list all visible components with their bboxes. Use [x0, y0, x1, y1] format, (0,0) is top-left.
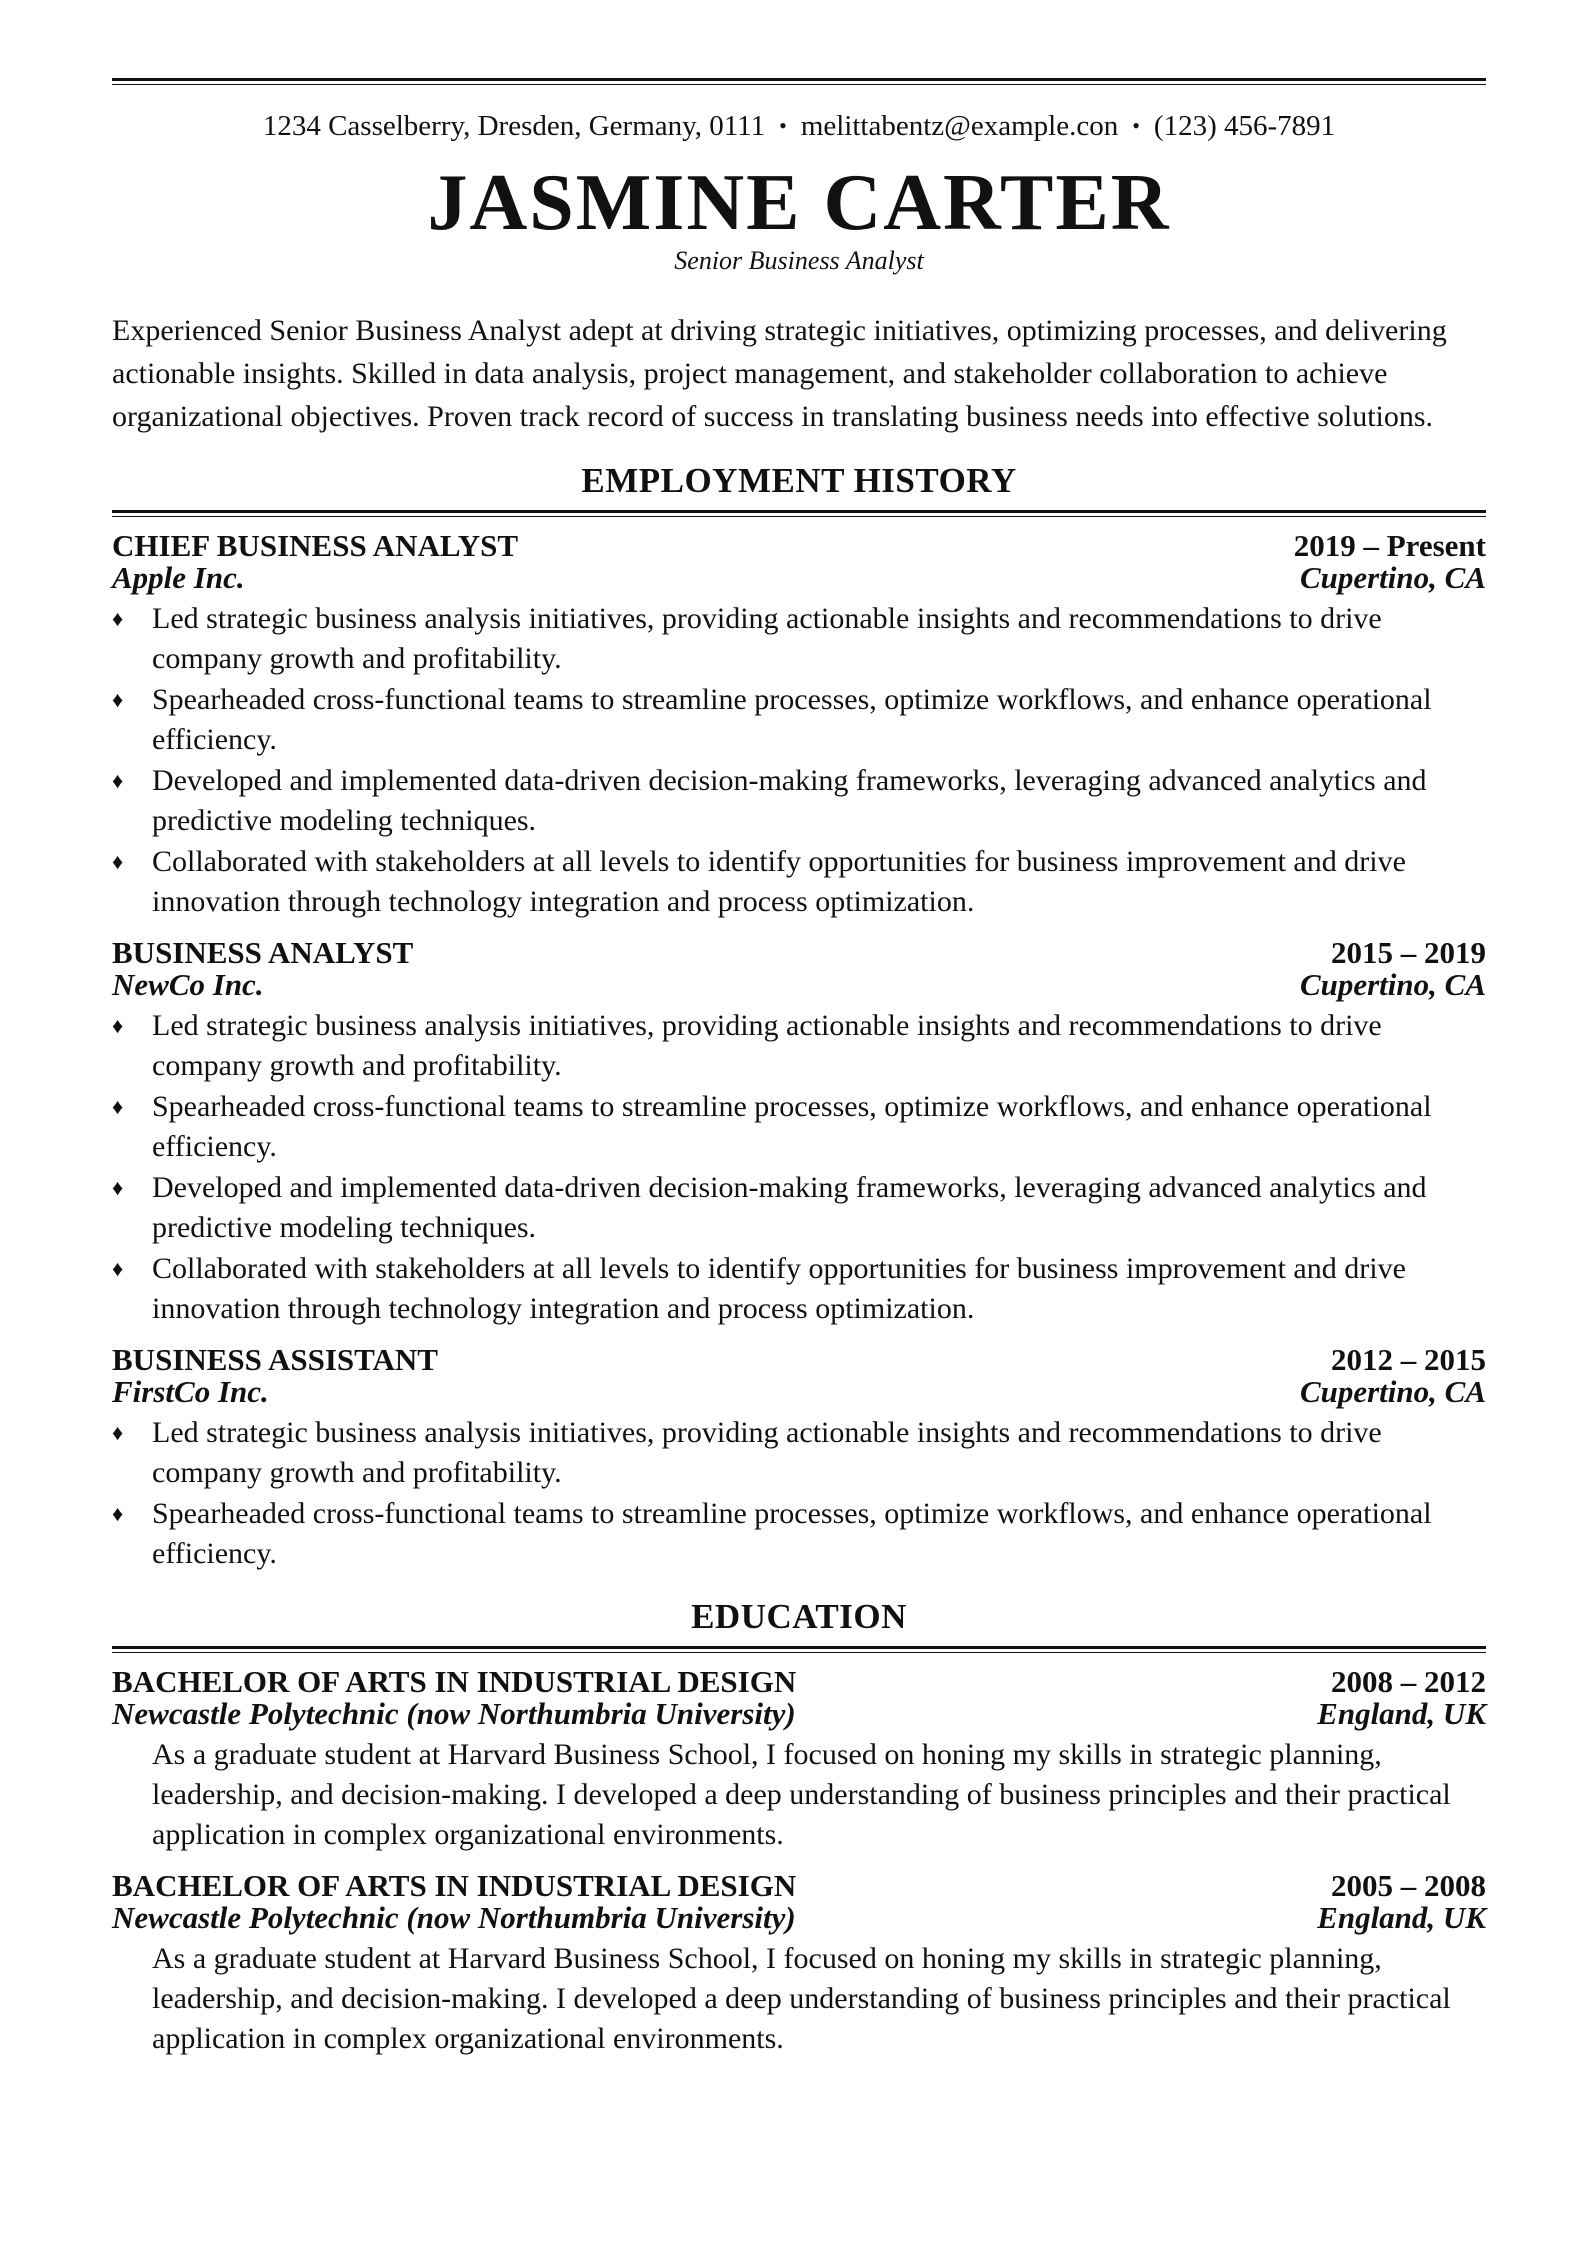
- employment-heading: EMPLOYMENT HISTORY: [581, 461, 1017, 500]
- job-role: BUSINESS ANALYST: [112, 935, 414, 970]
- diamond-bullet-icon: ♦: [112, 1094, 124, 1119]
- job-bullet: [112, 1006, 1486, 1086]
- job-company: FirstCo Inc.: [112, 1374, 269, 1409]
- job-location: Cupertino, CA: [1299, 560, 1486, 595]
- contact-email[interactable]: melittabentz@example.con: [800, 110, 1119, 142]
- diamond-bullet-icon: ♦: [112, 1175, 124, 1200]
- education-double-rule: [112, 1646, 1486, 1653]
- job-bullet: [112, 1249, 1486, 1329]
- job-bullet-list: [112, 1413, 1486, 1574]
- job-bullet: [112, 1168, 1486, 1248]
- job-entry: [112, 1342, 1486, 1574]
- job-dates: 2012 – 2015: [1331, 1342, 1486, 1377]
- diamond-bullet-icon: ♦: [112, 606, 124, 631]
- candidate-name: JASMINE CARTER: [427, 159, 1171, 247]
- job-bullet-text: Spearheaded cross-functional teams to streamline processes, optimize workflows, and enhance operational efficiency.: [152, 683, 1432, 756]
- job-bullet: [112, 599, 1486, 679]
- job-company: Apple Inc.: [112, 560, 245, 595]
- diamond-bullet-icon: ♦: [112, 1256, 124, 1281]
- job-bullet-text: Collaborated with stakeholders at all levels to identify opportunities for business improvement and drive innovation through technology integration and process optimization.: [152, 845, 1406, 918]
- job-bullet-text: Led strategic business analysis initiatives, providing actionable insights and recommendations to drive company growth and profitability.: [152, 602, 1382, 675]
- education-dates: 2005 – 2008: [1331, 1868, 1486, 1903]
- job-bullet-text: Developed and implemented data-driven decision-making frameworks, leveraging advanced analytics and predictive modeling techniques.: [152, 1171, 1427, 1244]
- job-bullet-text: Led strategic business analysis initiatives, providing actionable insights and recommendations to drive company growth and profitability.: [152, 1416, 1382, 1489]
- education-degree: BACHELOR OF ARTS IN INDUSTRIAL DESIGN: [112, 1664, 797, 1699]
- job-bullet: [112, 1413, 1486, 1493]
- job-bullet: [112, 680, 1486, 760]
- bullet-separator-icon: •: [1132, 113, 1140, 138]
- education-dates: 2008 – 2012: [1331, 1664, 1486, 1699]
- job-dates: 2019 – Present: [1293, 528, 1486, 563]
- job-bullet: [112, 1494, 1486, 1574]
- job-company: NewCo Inc.: [112, 967, 264, 1002]
- top-double-rule: [112, 78, 1486, 85]
- candidate-title: Senior Business Analyst: [674, 246, 924, 275]
- education-description: As a graduate student at Harvard Business School, I focused on honing my skills in strategic planning, leadership, and decision-making. I developed a deep understanding of business principles and their practical application in complex organizational environments.: [152, 1942, 1451, 2055]
- professional-summary: Experienced Senior Business Analyst adept at driving strategic initiatives, optimizing processes, and delivering actionable insights. Skilled in data analysis, project management, and stakeholder collaboration to achieve organizational objectives. Proven track record of success in translating business needs into effective solutions.: [112, 314, 1447, 433]
- diamond-bullet-icon: ♦: [112, 687, 124, 712]
- education-location: England, UK: [1317, 1900, 1486, 1935]
- job-bullet-text: Led strategic business analysis initiatives, providing actionable insights and recommendations to drive company growth and profitability.: [152, 1009, 1382, 1082]
- education-heading: EDUCATION: [691, 1597, 907, 1636]
- job-bullet-text: Developed and implemented data-driven decision-making frameworks, leveraging advanced analytics and predictive modeling techniques.: [152, 764, 1427, 837]
- education-degree: BACHELOR OF ARTS IN INDUSTRIAL DESIGN: [112, 1868, 797, 1903]
- job-bullet: [112, 1087, 1486, 1167]
- education-school: Newcastle Polytechnic (now Northumbria University): [112, 1696, 796, 1731]
- diamond-bullet-icon: ♦: [112, 1013, 124, 1038]
- job-bullet: [112, 761, 1486, 841]
- bullet-separator-icon: •: [779, 113, 787, 138]
- resume-page: [112, 0, 1486, 2059]
- education-description: As a graduate student at Harvard Business School, I focused on honing my skills in strategic planning, leadership, and decision-making. I developed a deep understanding of business principles and their practical application in complex organizational environments.: [152, 1738, 1451, 1851]
- job-bullet: [112, 842, 1486, 922]
- job-dates: 2015 – 2019: [1331, 935, 1486, 970]
- contact-line: [112, 109, 1486, 143]
- job-location: Cupertino, CA: [1299, 1374, 1486, 1409]
- job-bullet-text: Spearheaded cross-functional teams to streamline processes, optimize workflows, and enhance operational efficiency.: [152, 1090, 1432, 1163]
- diamond-bullet-icon: ♦: [112, 1420, 124, 1445]
- education-entry: [112, 1868, 1486, 2059]
- job-bullet-text: Spearheaded cross-functional teams to streamline processes, optimize workflows, and enhance operational efficiency.: [152, 1497, 1432, 1570]
- education-location: England, UK: [1317, 1696, 1486, 1731]
- job-role: CHIEF BUSINESS ANALYST: [112, 528, 519, 563]
- contact-address: 1234 Casselberry, Dresden, Germany, 0111: [262, 110, 766, 142]
- job-bullet-list: [112, 599, 1486, 922]
- education-school: Newcastle Polytechnic (now Northumbria University): [112, 1900, 796, 1935]
- job-entry: [112, 935, 1486, 1329]
- job-bullet-text: Collaborated with stakeholders at all levels to identify opportunities for business improvement and drive innovation through technology integration and process optimization.: [152, 1252, 1406, 1325]
- job-location: Cupertino, CA: [1299, 967, 1486, 1002]
- job-bullet-list: [112, 1006, 1486, 1329]
- diamond-bullet-icon: ♦: [112, 1501, 124, 1526]
- employment-double-rule: [112, 510, 1486, 517]
- education-entry: [112, 1664, 1486, 1855]
- job-role: BUSINESS ASSISTANT: [112, 1342, 438, 1377]
- job-entry: [112, 528, 1486, 922]
- diamond-bullet-icon: ♦: [112, 849, 124, 874]
- diamond-bullet-icon: ♦: [112, 768, 124, 793]
- contact-phone[interactable]: (123) 456-7891: [1153, 110, 1336, 142]
